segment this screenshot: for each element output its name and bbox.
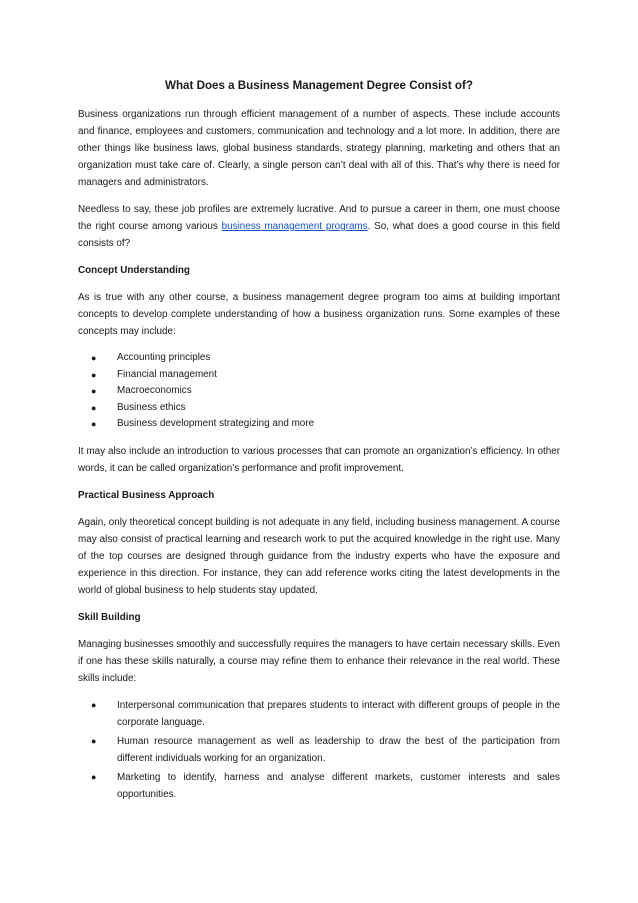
list-item-text: Interpersonal communication that prepares students to interact with different groups of people in the corporate language. — [117, 699, 560, 728]
list-item-text: Macroeconomics — [117, 385, 192, 396]
section-after-paragraph: It may also include an introduction to various processes that can promote an organization’s efficiency. In other words, it can be called organization’s performance and profit improvement. — [78, 445, 560, 474]
bullet-icon: ● — [91, 353, 97, 363]
second-paragraph-text-before: Needless to say, these job profiles are extremely lucrative. And to pursue a career in them, one must choose the right course among various — [78, 204, 560, 232]
intro-paragraph: Business organizations run through efficient management of a number of aspects. These include accounts and finance, employees and customers, communication and technology and a lot more. In addition, there are other things like business laws, global business standards, strategy planning, marketing and others that an organization must take care of. Clearly, a single person can’t deal with all of this. That’s why there is need for managers and administrators. — [78, 109, 560, 188]
bullet-icon: ● — [91, 386, 97, 396]
section-paragraph: As is true with any other course, a business management degree program too aims at building important concepts to develop complete understanding of how a business organization runs. Some examples of these concepts may include: — [78, 292, 560, 337]
bullet-icon: ● — [91, 419, 97, 429]
document-title: What Does a Business Management Degree Consist of? — [165, 79, 473, 92]
concepts-bullet-list — [78, 350, 560, 433]
list-item-text: Business development strategizing and more — [117, 418, 315, 429]
business-management-programs-link[interactable]: business management programs — [221, 221, 368, 232]
list-item — [78, 383, 560, 400]
list-item-text: Human resource management as well as leadership to draw the best of the participation from different individuals working for an organization. — [117, 735, 560, 764]
list-item — [78, 350, 560, 367]
list-item — [78, 367, 560, 384]
second-paragraph — [78, 201, 560, 252]
section-heading-practical-business-approach: Practical Business Approach — [78, 489, 215, 501]
list-item-text: Business ethics — [117, 401, 186, 413]
section-paragraph: Managing businesses smoothly and successfully requires the managers to have certain necessary skills. Even if one has these skills naturally, a course may refine them to enhance their relevance in the real world. These skills include: — [78, 638, 560, 684]
list-item — [78, 733, 560, 767]
document-page — [78, 78, 560, 813]
bullet-icon: ● — [91, 771, 97, 782]
list-item — [78, 416, 560, 433]
bullet-icon: ● — [91, 402, 97, 413]
bullet-icon: ● — [91, 369, 97, 380]
list-item — [78, 697, 560, 731]
list-item-text: Accounting principles — [117, 352, 211, 363]
skills-bullet-list — [78, 697, 560, 803]
section-paragraph: Again, only theoretical concept building is not adequate in any field, including business management. A course may also consist of practical learning and research work to put the acquired knowledge in the right use. Many of the top courses are designed through guidance from the industry experts who have the exposure and experience in this direction. For instance, they can add reference works citing the latest developments in the world of global business to help students stay updated. — [78, 516, 560, 596]
second-paragraph-text-after: . So, what does a good course in this field consists of? — [78, 221, 560, 249]
list-item-text: Financial management — [117, 368, 217, 380]
list-item — [78, 769, 560, 803]
list-item-text: Marketing to identify, harness and analyse different markets, customer interests and sales opportunities. — [117, 771, 560, 800]
section-heading-skill-building: Skill Building — [78, 611, 141, 623]
list-item — [78, 400, 560, 417]
section-heading-concept-understanding: Concept Understanding — [78, 265, 190, 276]
bullet-icon: ● — [91, 735, 97, 746]
bullet-icon: ● — [91, 699, 97, 710]
